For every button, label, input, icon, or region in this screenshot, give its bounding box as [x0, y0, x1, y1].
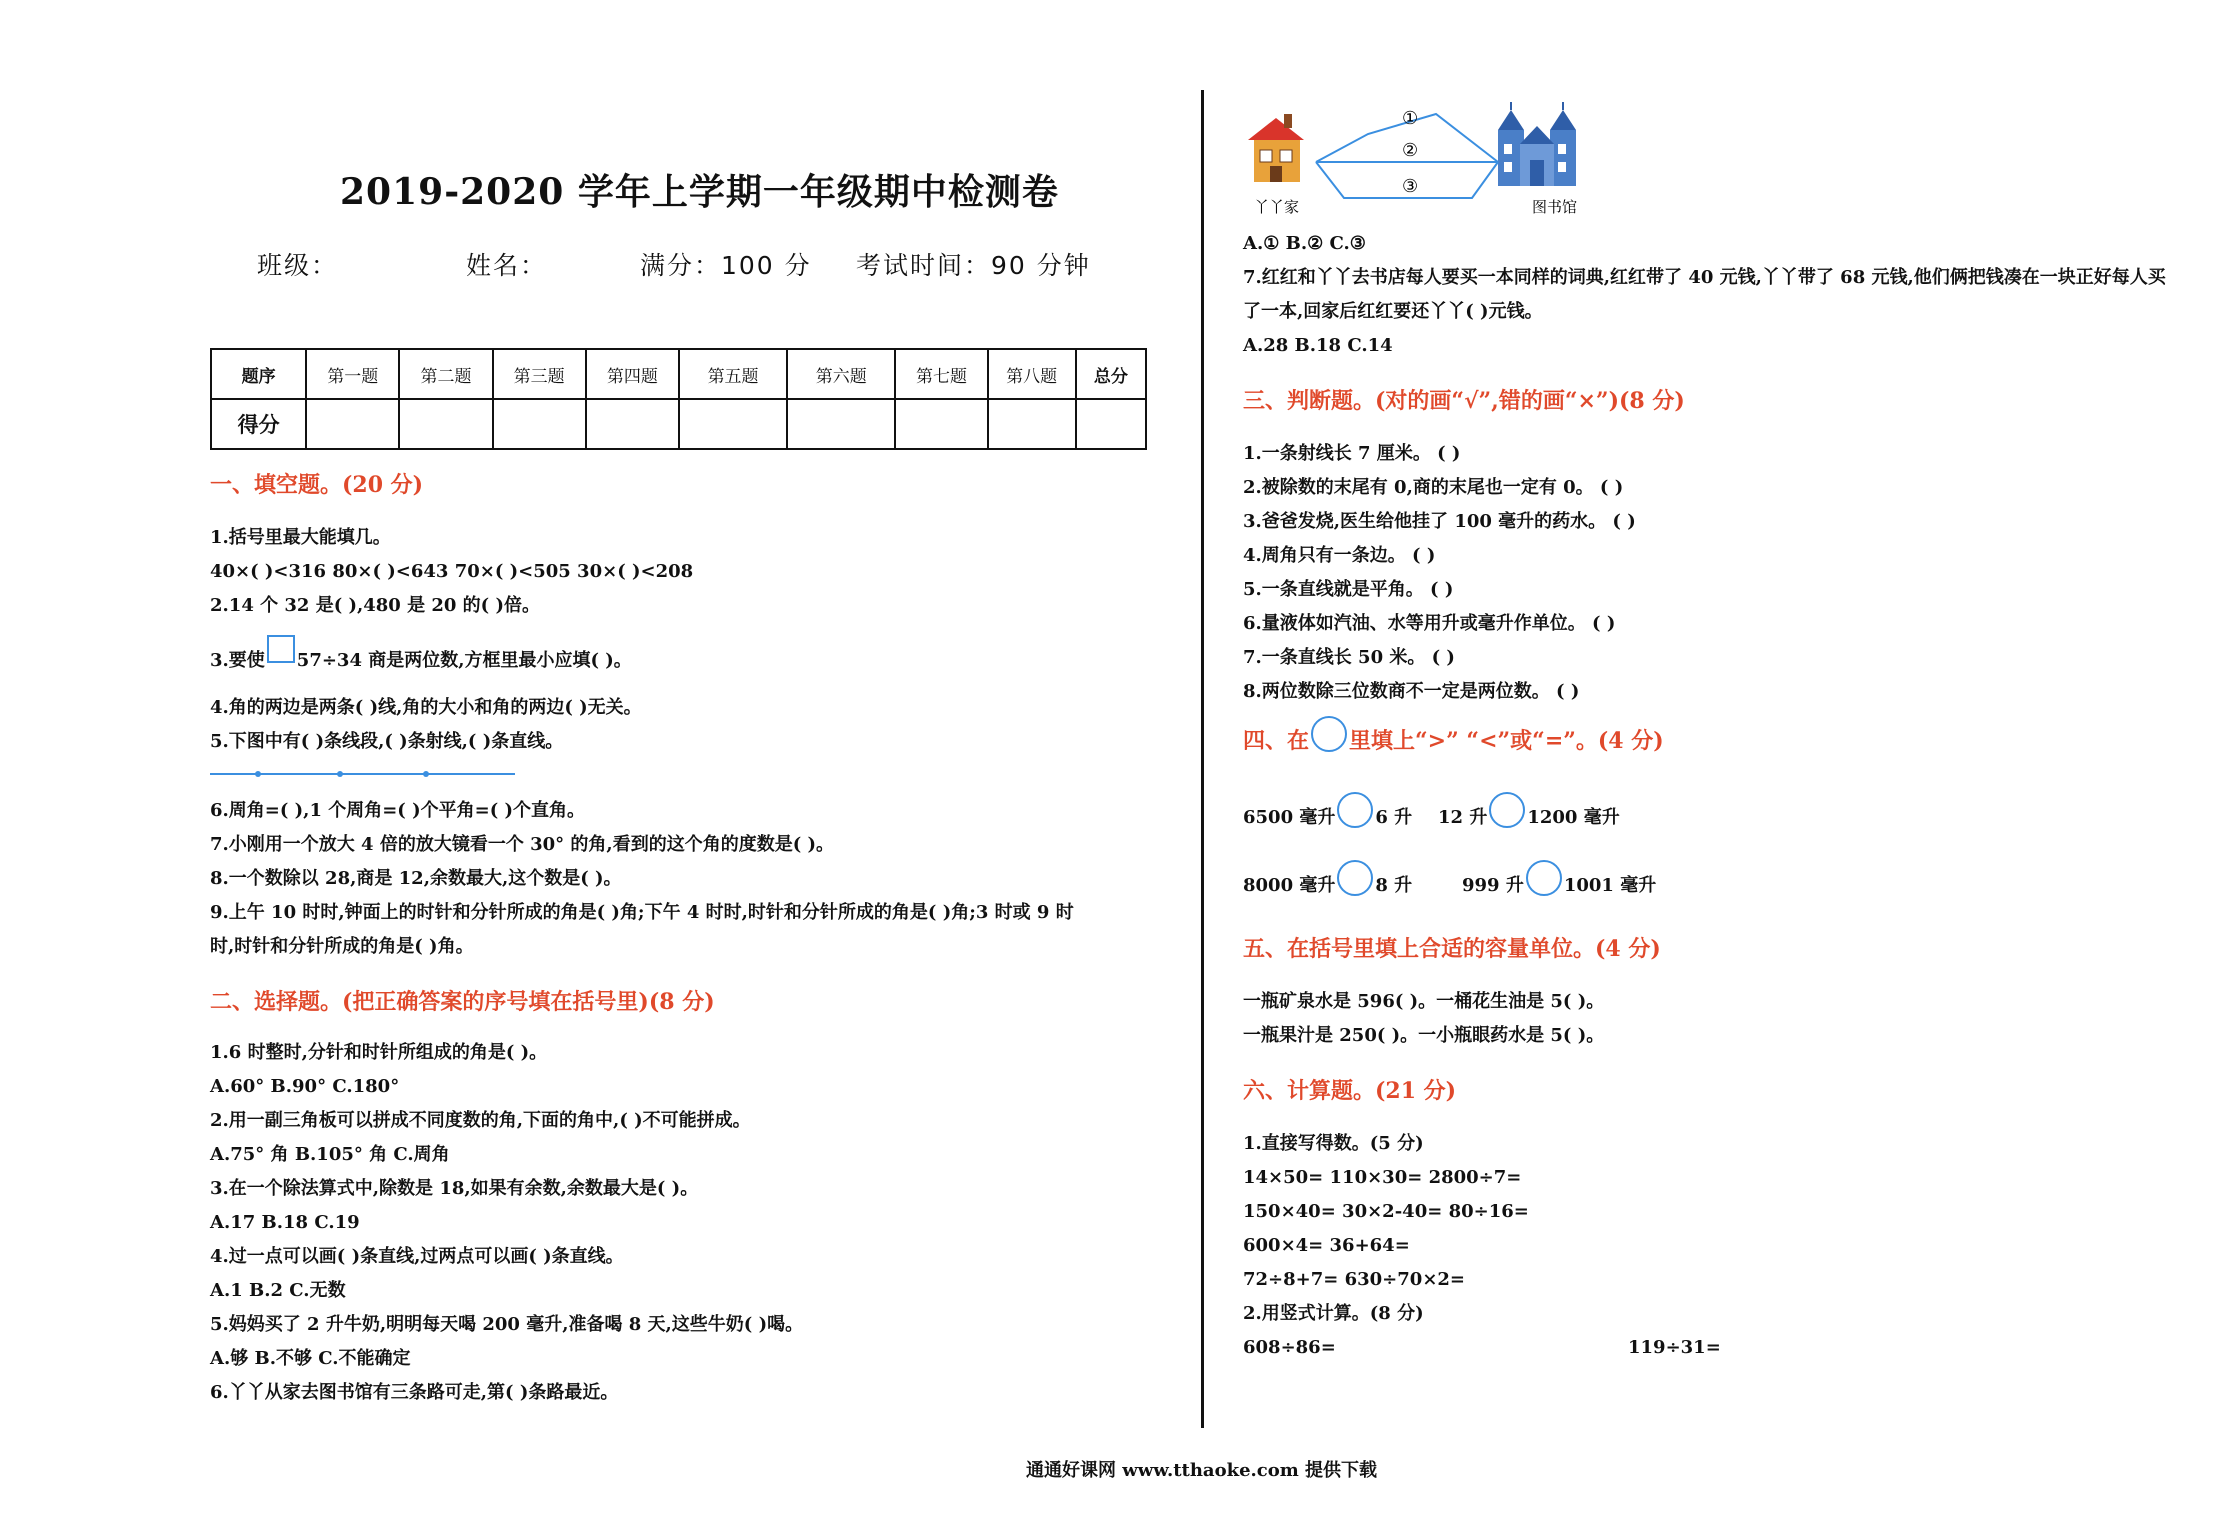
- route-label-1: ①: [1402, 108, 1419, 129]
- option-text: A.60° B.90° C.180°: [210, 1076, 400, 1097]
- question-text: 时,时针和分针所成的角是( )角。: [210, 936, 474, 957]
- house-icon: [1248, 114, 1304, 182]
- question-text: 5.妈妈买了 2 升牛奶,明明每天喝 200 毫升,准备喝 8 天,这些牛奶( )喝。: [210, 1314, 804, 1335]
- score-field[interactable]: [306, 399, 399, 449]
- section-heading: 三、判断题。(对的画“√”,错的画“×”)(8 分): [1243, 388, 1685, 414]
- compare-row: [1243, 868, 1412, 904]
- compare-right: 8 升: [1375, 875, 1413, 896]
- score-field[interactable]: [399, 399, 492, 449]
- question-text: 1.直接写得数。(5 分): [1243, 1133, 1424, 1154]
- option-text: A.够 B.不够 C.不能确定: [210, 1348, 411, 1369]
- question-text: 7.小刚用一个放大 4 倍的放大镜看一个 30° 的角,看到的这个角的度数是( )。: [210, 834, 834, 855]
- compare-row: [1243, 800, 1412, 836]
- question-text: 8.一个数除以 28,商是 12,余数最大,这个数是( )。: [210, 868, 622, 889]
- table-cell: 题序: [211, 349, 306, 399]
- compare-blank[interactable]: [1337, 792, 1373, 828]
- question-text: 一瓶矿泉水是 596( )。一桶花生油是 5( )。: [1243, 991, 1605, 1012]
- option-text: A.28 B.18 C.14: [1243, 335, 1393, 356]
- question-text: 2.用竖式计算。(8 分): [1243, 1303, 1424, 1324]
- score-field[interactable]: [679, 399, 787, 449]
- question-text: 4.周角只有一条边。 ( ): [1243, 545, 1436, 566]
- heading-part: 四、在: [1243, 728, 1310, 754]
- exam-time: 考试时间：90 分钟: [856, 251, 1091, 280]
- calc-row: 14×50= 110×30= 2800÷7=: [1243, 1167, 1522, 1188]
- question-text: 3.在一个除法算式中,除数是 18,如果有余数,余数最大是( )。: [210, 1178, 699, 1199]
- blank-square[interactable]: [267, 635, 295, 663]
- question-text: 1.括号里最大能填几。: [210, 527, 391, 548]
- compare-left: 12 升: [1438, 807, 1488, 828]
- question-part: 57÷34 商是两位数,方框里最小应填( )。: [296, 650, 632, 671]
- calc-row: 600×4= 36+64=: [1243, 1235, 1410, 1256]
- name-label: 姓名：: [466, 251, 548, 280]
- question-text: 1.一条射线长 7 厘米。 ( ): [1243, 443, 1461, 464]
- figure-point: [255, 771, 261, 777]
- table-cell: 第二题: [399, 349, 492, 399]
- question-text: 5.一条直线就是平角。 ( ): [1243, 579, 1454, 600]
- home-label: 丫丫家: [1254, 198, 1300, 216]
- table-cell: 第一题: [306, 349, 399, 399]
- section-heading: [1243, 724, 1664, 760]
- compare-row: [1462, 868, 1656, 904]
- route-label-2: ②: [1402, 140, 1419, 161]
- question-text: 5.下图中有( )条线段,( )条射线,( )条直线。: [210, 731, 564, 752]
- table-cell: 第三题: [493, 349, 586, 399]
- question-text: 4.角的两边是两条( )线,角的大小和角的两边( )无关。: [210, 697, 642, 718]
- figure-point: [423, 771, 429, 777]
- compare-circle-icon: [1311, 716, 1347, 752]
- question-text: 1.6 时整时,分针和时针所组成的角是( )。: [210, 1042, 548, 1063]
- compare-left: 6500 毫升: [1243, 807, 1336, 828]
- question-text: 2.被除数的末尾有 0,商的末尾也一定有 0。 ( ): [1243, 477, 1624, 498]
- compare-right: 1001 毫升: [1563, 875, 1657, 896]
- table-cell: 总分: [1076, 349, 1146, 399]
- library-icon: [1498, 102, 1576, 186]
- calc-row: 150×40= 30×2-40= 80÷16=: [1243, 1201, 1529, 1222]
- question-text: 9.上午 10 时时,钟面上的时针和分针所成的角是( )角;下午 4 时时,时针和分针所成的角是( )角;3 时或 9 时: [210, 902, 1074, 923]
- question-part: 3.要使: [210, 650, 265, 671]
- question-text: [210, 644, 632, 678]
- score-field[interactable]: [988, 399, 1076, 449]
- section-heading: 一、填空题。(20 分): [210, 472, 424, 498]
- compare-right: 1200 毫升: [1527, 807, 1620, 828]
- score-field[interactable]: [787, 399, 895, 449]
- question-text: 7.一条直线长 50 米。 ( ): [1243, 647, 1455, 668]
- compare-blank[interactable]: [1526, 860, 1562, 896]
- route-label-3: ③: [1402, 176, 1419, 197]
- figure-point: [337, 771, 343, 777]
- question-text: 4.过一点可以画( )条直线,过两点可以画( )条直线。: [210, 1246, 624, 1267]
- line-figure: [210, 766, 520, 782]
- score-field[interactable]: [586, 399, 679, 449]
- question-text: 2.用一副三角板可以拼成不同度数的角,下面的角中,( )不可能拼成。: [210, 1110, 751, 1131]
- table-cell: 第五题: [679, 349, 787, 399]
- table-cell: 第四题: [586, 349, 679, 399]
- table-cell: 第六题: [787, 349, 895, 399]
- option-text: A.75° 角 B.105° 角 C.周角: [210, 1144, 450, 1165]
- class-label: 班级：: [257, 251, 339, 280]
- compare-left: 999 升: [1462, 875, 1524, 896]
- compare-left: 8000 毫升: [1243, 875, 1336, 896]
- table-cell: 得分: [211, 399, 306, 449]
- compare-blank[interactable]: [1489, 792, 1525, 828]
- compare-right: 6 升: [1375, 807, 1413, 828]
- question-text: 6.丫丫从家去图书馆有三条路可走,第( )条路最近。: [210, 1382, 619, 1403]
- route-map: [1240, 100, 1620, 218]
- option-text: A.17 B.18 C.19: [210, 1212, 360, 1233]
- section-heading: 六、计算题。(21 分): [1243, 1078, 1457, 1104]
- question-text: 了一本,回家后红红要还丫丫( )元钱。: [1243, 301, 1543, 322]
- library-label: 图书馆: [1532, 198, 1578, 216]
- question-text: 40×( )<316 80×( )<643 70×( )<505 30×( )<208: [210, 561, 694, 582]
- calc-row: 608÷86=: [1243, 1337, 1336, 1358]
- score-field[interactable]: [493, 399, 586, 449]
- section-heading: 五、在括号里填上合适的容量单位。(4 分): [1243, 936, 1661, 962]
- question-text: 6.量液体如汽油、水等用升或毫升作单位。 ( ): [1243, 613, 1616, 634]
- score-field[interactable]: [1076, 399, 1146, 449]
- option-text: A.① B.② C.③: [1243, 233, 1366, 254]
- score-table: [210, 348, 1147, 450]
- question-text: 7.红红和丫丫去书店每人要买一本同样的词典,红红带了 40 元钱,丫丫带了 68 元钱,他们俩把钱凑在一块正好每人买: [1243, 267, 2166, 288]
- score-table-score-row: [211, 399, 1146, 449]
- question-text: 8.两位数除三位数商不一定是两位数。 ( ): [1243, 681, 1580, 702]
- page-title: 2019-2020 学年上学期一年级期中检测卷: [340, 171, 1059, 213]
- table-cell: 第八题: [988, 349, 1076, 399]
- option-text: A.1 B.2 C.无数: [210, 1280, 346, 1301]
- full-score: 满分：100 分: [640, 251, 812, 280]
- heading-part: 里填上“>” “<”或“=”。(4 分): [1349, 728, 1664, 754]
- score-field[interactable]: [895, 399, 987, 449]
- question-text: 3.爸爸发烧,医生给他挂了 100 毫升的药水。 ( ): [1243, 511, 1636, 532]
- score-table-header-row: [211, 349, 1146, 399]
- question-text: 一瓶果汁是 250( )。一小瓶眼药水是 5( )。: [1243, 1025, 1605, 1046]
- question-text: 6.周角=( ),1 个周角=( )个平角=( )个直角。: [210, 800, 585, 821]
- compare-blank[interactable]: [1337, 860, 1373, 896]
- column-divider: [1201, 90, 1204, 1428]
- calc-row: 72÷8+7= 630÷70×2=: [1243, 1269, 1466, 1290]
- section-heading: 二、选择题。(把正确答案的序号填在括号里)(8 分): [210, 989, 715, 1015]
- question-text: 2.14 个 32 是( ),480 是 20 的( )倍。: [210, 595, 540, 616]
- footer-text: 通通好课网 www.tthaoke.com 提供下载: [1026, 1460, 1378, 1481]
- calc-row: 119÷31=: [1628, 1337, 1721, 1358]
- compare-row: [1438, 800, 1620, 836]
- table-cell: 第七题: [895, 349, 987, 399]
